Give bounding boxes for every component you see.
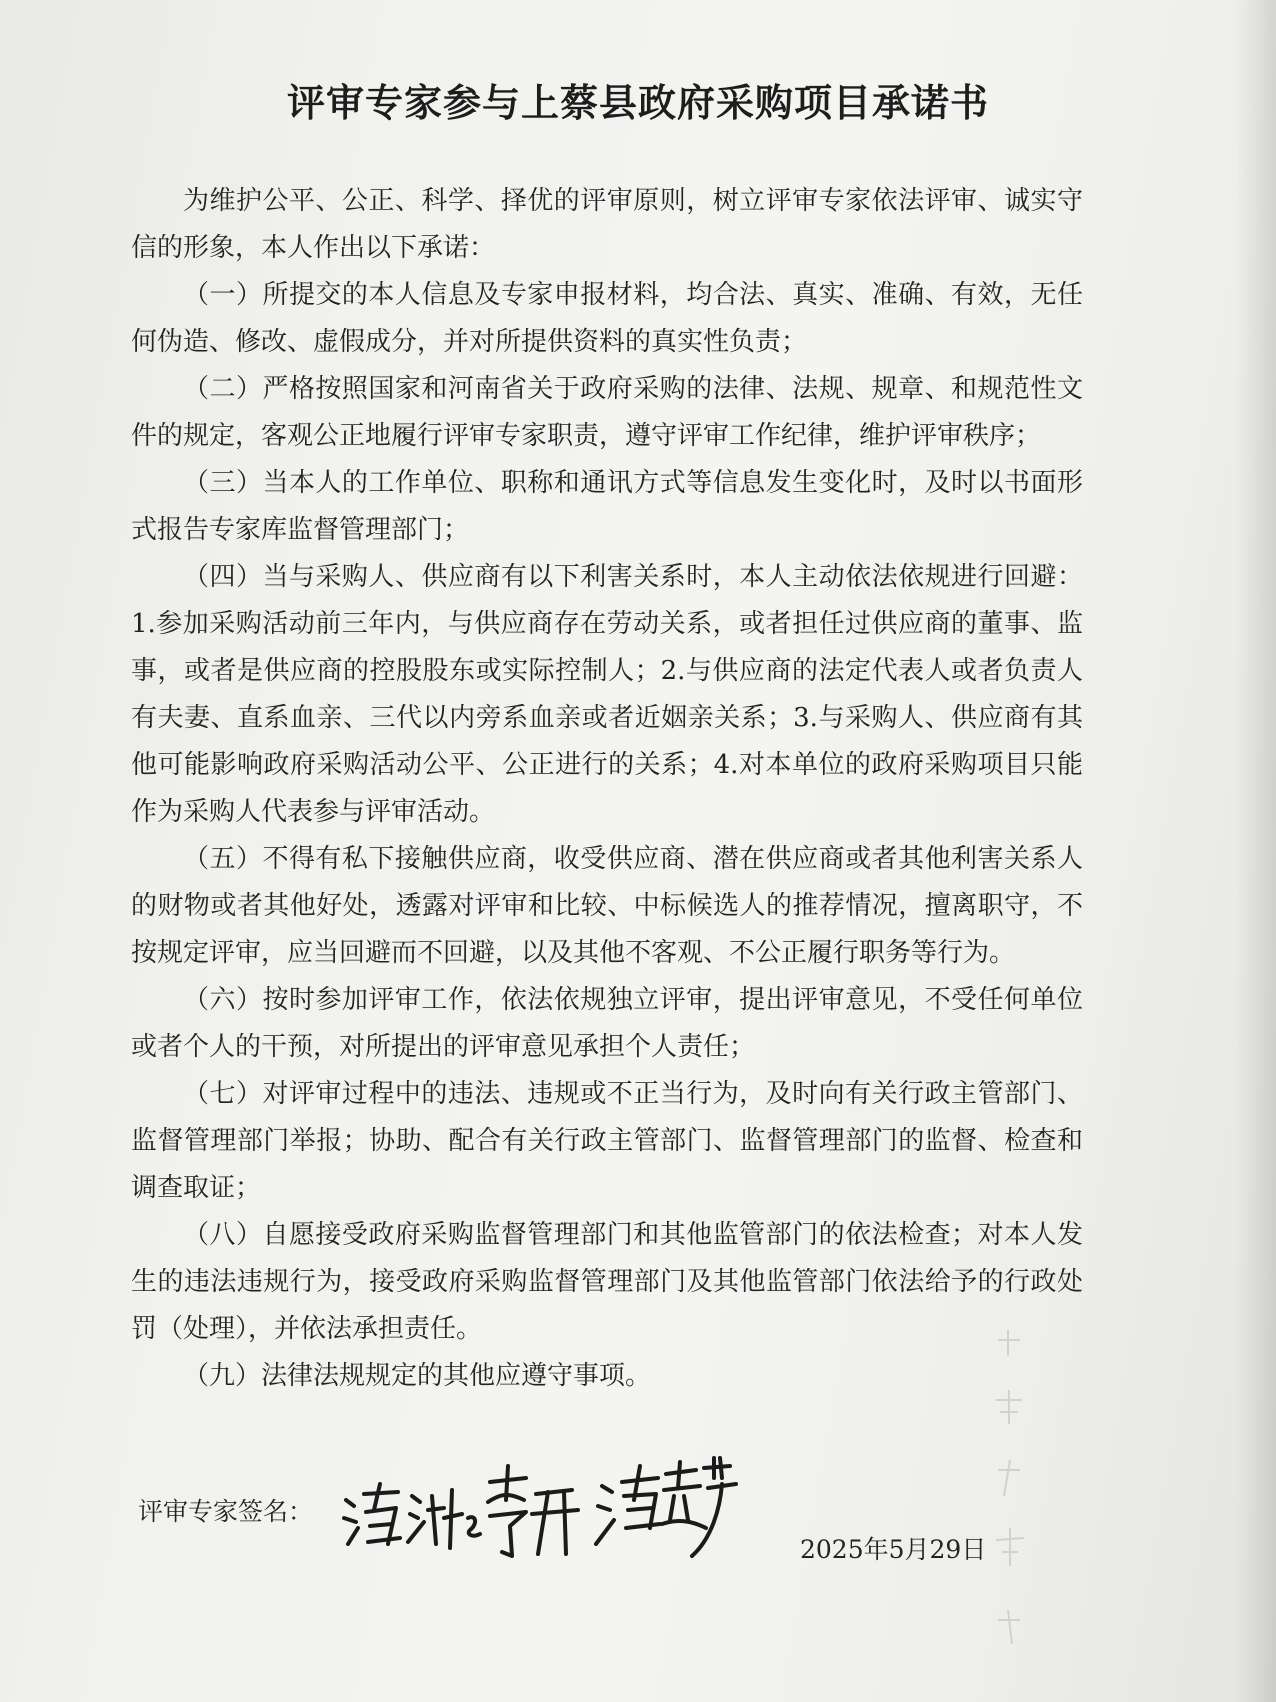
clause-9: （九）法律法规规定的其他应遵守事项。 — [183, 1361, 652, 1391]
clause-6: （六）按时参加评审工作，依法依规独立评审，提出评审意见，不受任何单位或者个人的干预，对所提出的评审意见承担个人责任； — [131, 985, 1083, 1062]
document-body — [131, 178, 1083, 1400]
clause-5: （五）不得有私下接触供应商，收受供应商、潜在供应商或者其他利害关系人的财物或者其他好处，透露对评审和比较、中标候选人的推荐情况，擅离职守，不按规定评审，应当回避而不回避，以及其他不客观、不公正履行职务等行为。 — [131, 844, 1083, 968]
document-title: 评审专家参与上蔡县政府采购项目承诺书 — [286, 80, 989, 125]
page-shadow — [1236, 0, 1276, 1702]
clause-4: （四）当与采购人、供应商有以下利害关系时，本人主动依法依规进行回避：1.参加采购活动前三年内，与供应商存在劳动关系，或者担任过供应商的董事、监事，或者是供应商的控股股东或实际控制人；2.与供应商的法定代表人或者负责人有夫妻、直系血亲、三代以内旁系血亲或者近姻亲关系；3.与采购人、供应商有其他可能影响政府采购活动公平、公正进行的关系；4.对本单位的政府采购项目只能作为采购人代表参与评审活动。 — [131, 562, 1083, 827]
clause-1: （一）所提交的本人信息及专家申报材料，均合法、真实、准确、有效，无任何伪造、修改、虚假成分，并对所提供资料的真实性负责； — [131, 280, 1083, 357]
signature-2 — [488, 1466, 578, 1556]
clause-8: （八）自愿接受政府采购监督管理部门和其他监管部门的依法检查；对本人发生的违法违规行为，接受政府采购监督管理部门及其他监管部门依法给予的行政处罚（处理），并依法承担责任。 — [131, 1220, 1083, 1344]
sign-date: 2025年5月29日 — [800, 1535, 987, 1564]
intro-paragraph: 为维护公平、公正、科学、择优的评审原则，树立评审专家依法评审、诚实守信的形象，本人作出以下承诺： — [131, 186, 1083, 263]
signature-3 — [596, 1458, 736, 1556]
clause-7: （七）对评审过程中的违法、违规或不正当行为，及时向有关行政主管部门、监督管理部门举报；协助、配合有关行政主管部门、监督管理部门的监督、检查和调查取证； — [131, 1079, 1083, 1203]
clause-3: （三）当本人的工作单位、职称和通讯方式等信息发生变化时，及时以书面形式报告专家库监督管理部门； — [131, 468, 1083, 545]
signature-label: 评审专家签名： — [138, 1497, 314, 1526]
bleed-through-marks — [990, 1320, 1030, 1660]
clause-2: （二）严格按照国家和河南省关于政府采购的法律、法规、规章、和规范性文件的规定，客观公正地履行评审专家职责，遵守评审工作纪律，维护评审秩序； — [131, 374, 1083, 451]
handwritten-signatures — [340, 1448, 760, 1568]
signature-1 — [344, 1484, 480, 1548]
